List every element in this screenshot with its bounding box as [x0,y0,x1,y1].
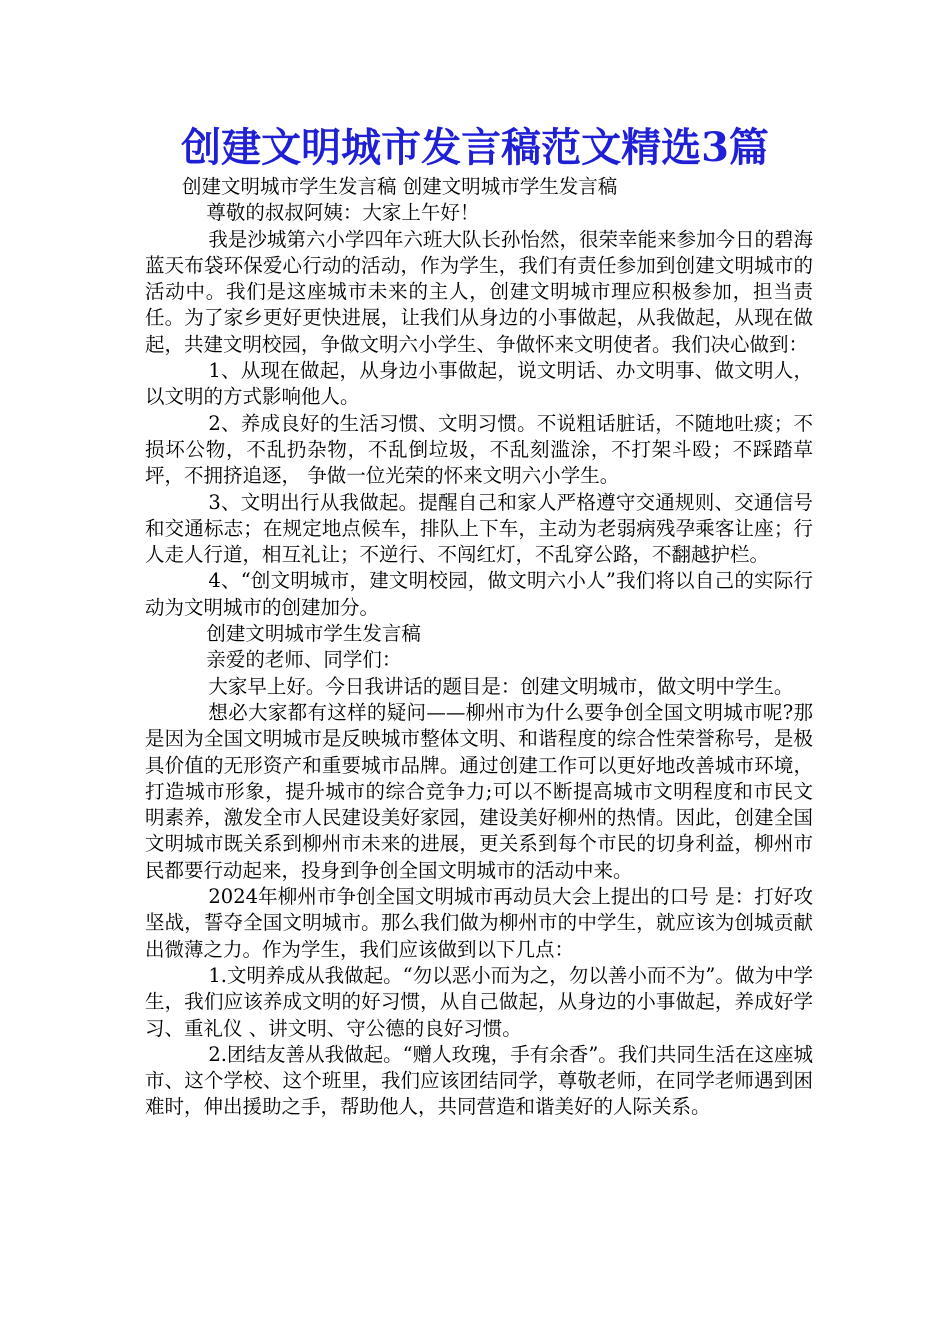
paragraph-intro: 我是沙城第六小学四年六班大队长孙怡然，很荣幸能来参加今日的碧海蓝天布袋环保爱心行动的活动，作为学生，我们有责任参加到创建文明城市的活动中。我们是这座城市未来的主人，创建文明城市理应积极参加，担当责任。为了家乡更好更快进展，让我们从身边的小事做起，从我做起，从现在做起，共建文明校园，争做文明六小学生、争做怀来文明使者。我们决心做到： [145,227,813,356]
paragraph-point-2: 2、养成良好的生活习惯、文明习惯。不说粗话脏话，不随地吐痰；不损坏公物，不乱扔杂物，不乱倒垃圾，不乱刻滥涂，不打架斗殴；不踩踏草坪，不拥挤追逐， 争做一位光荣的怀来文明六小学生。 [145,411,813,488]
paragraph-point-3: 3、文明出行从我做起。提醒自己和家人严格遵守交通规则、交通信号和交通标志；在规定地点候车，排队上下车，主动为老弱病残孕乘客让座；行人走人行道，相互礼让；不逆行、不闯红灯，不乱穿公路，不翻越护栏。 [145,490,813,567]
paragraph-point-1: 1、从现在做起，从身边小事做起，说文明话、办文明事、做文明人，以文明的方式影响他人。 [145,359,813,409]
paragraph-subtitle: 创建文明城市学生发言稿 创建文明城市学生发言稿 [182,175,618,198]
paragraph-second-greeting: 亲爱的老师、同学们： [206,648,402,672]
paragraph-question: 想必大家都有这样的疑问——柳州市为什么要争创全国文明城市呢?那是因为全国文明城市是反映城市整体文明、和谐程度的综合性荣誉称号，是极具价值的无形资产和重要城市品牌。通过创建工作可以更好地改善城市环境，打造城市形象，提升城市的综合竞争力;可以不断提高城市文明程度和市民文明素养，激发全市人民建设美好家园，建设美好柳州的热情。因此，创建全国文明城市既关系到柳州市未来的进展，更关系到每个市民的切身利益，柳州市民都要行动起来，投身到争创全国文明城市的活动中来。 [145,700,813,882]
paragraph-greeting: 尊敬的叔叔阿姨：大家上午好！ [206,201,480,225]
document-body [145,174,813,1121]
document-title: 创建文明城市发言稿范文精选3篇 [181,124,769,171]
paragraph-topic: 大家早上好。今日我讲话的题目是：创建文明城市，做文明中学生。 [208,674,794,698]
paragraph-second-heading: 创建文明城市学生发言稿 [206,622,421,646]
paragraph-point-4: 4、“创文明城市，建文明校园，做文明六小人”我们将以自己的实际行动为文明城市的创建加分。 [145,569,813,619]
paragraph-item-1: 1.文明养成从我做起。“勿以恶小而为之，勿以善小而不为”。做为中学生，我们应该养成文明的好习惯，从自己做起，从身边的小事做起，养成好学习、重礼仪 、讲文明、守公德的良好习惯。 [145,963,813,1040]
paragraph-item-2: 2.团结友善从我做起。“赠人玫瑰，手有余香”。我们共同生活在这座城市、这个学校、这个班里，我们应该团结同学，尊敬老师，在同学老师遇到困难时，伸出援助之手，帮助他人，共同营造和谐美好的人际关系。 [145,1042,813,1119]
paragraph-slogan: 2024年柳州市争创全国文明城市再动员大会上提出的口号 是：打好攻坚战，誓夺全国文明城市。那么我们做为柳州市的中学生，就应该为创城贡献出微薄之力。作为学生，我们应该做到以下几点： [145,885,813,961]
